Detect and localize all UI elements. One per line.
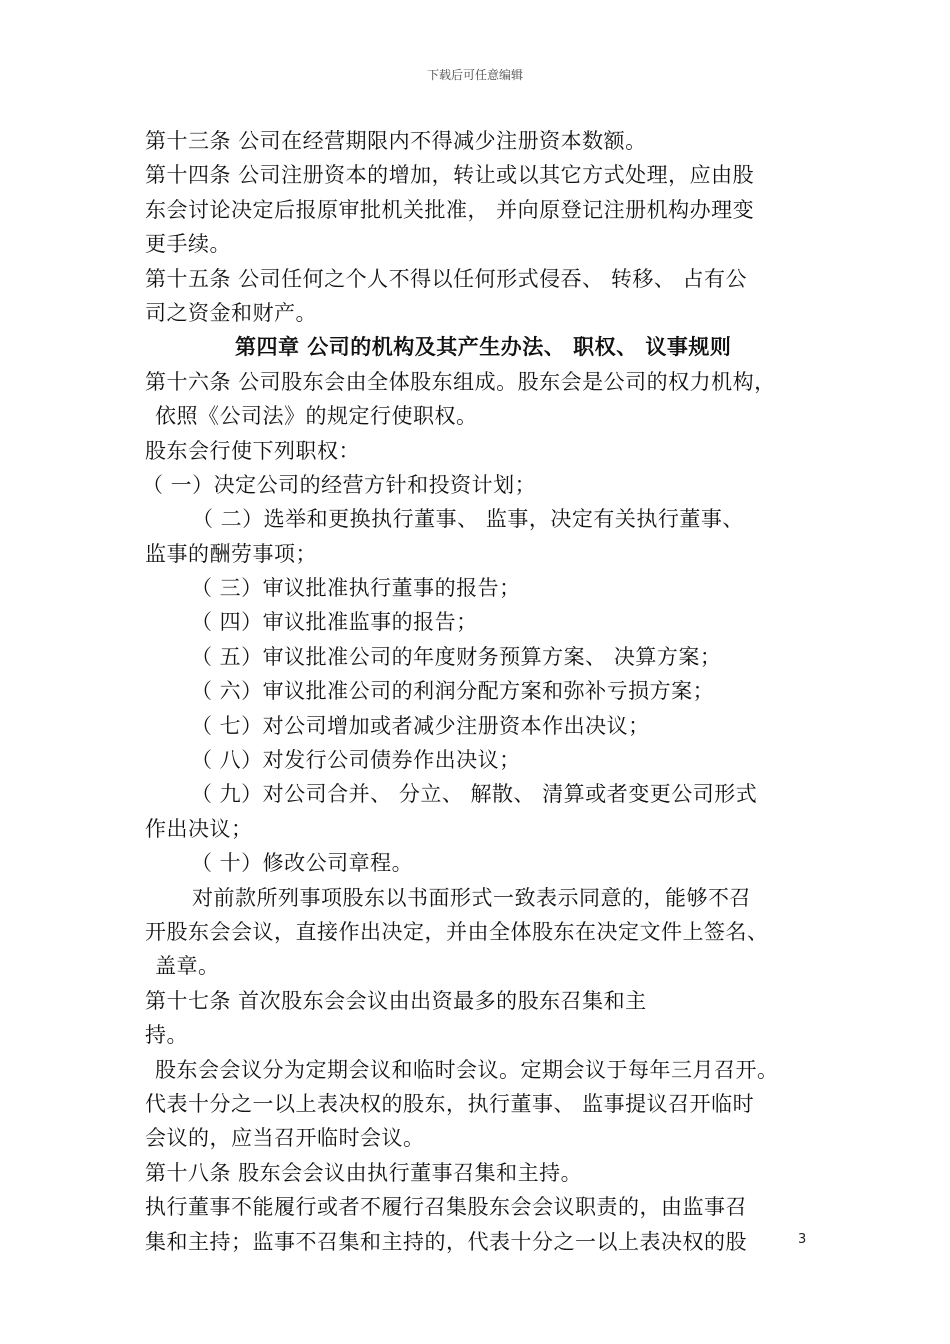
list-item: （ 三）审议批准执行董事的报告； <box>191 576 521 601</box>
text-line: 作出决议； <box>145 816 253 841</box>
text-line: 盖章。 <box>155 954 220 979</box>
list-item: （ 七）对公司增加或者减少注册资本作出决议； <box>191 713 650 738</box>
paragraph-line: 对前款所列事项股东以书面形式一致表示同意的，能够不召 <box>192 885 751 910</box>
page-header: 下载后可任意编辑 <box>426 68 523 82</box>
text-line: 依照《公司法》的规定行使职权。 <box>155 404 478 429</box>
list-item: （ 四）审议批准监事的报告； <box>191 610 478 635</box>
text-line: 第十七条 首次股东会会议由出资最多的股东召集和主 <box>145 988 647 1013</box>
text-line: 第十八条 股东会会议由执行董事召集和主持。 <box>145 1160 583 1185</box>
list-item: （ 五）审议批准公司的年度财务预算方案、 决算方案； <box>191 644 722 669</box>
chapter-heading: 第四章 公司的机构及其产生办法、 职权、 议事规则 <box>235 335 732 360</box>
text-line: 更手续。 <box>145 232 231 257</box>
list-item: （ 十）修改公司章程。 <box>191 851 414 876</box>
paragraph-line: 股东会会议分为定期会议和临时会议。定期会议于每年三月召开。 <box>155 1057 779 1082</box>
list-item: （ 九）对公司合并、 分立、 解散、 清算或者变更公司形式 <box>191 782 758 807</box>
text-line: 股东会行使下列职权： <box>145 438 360 463</box>
text-line: 司之资金和财产。 <box>145 300 317 325</box>
text-line: 第十六条 公司股东会由全体股东组成。股东会是公司的权力机构， <box>145 369 776 394</box>
page-number: 3 <box>798 1232 807 1247</box>
text-line: 开股东会会议，直接作出决定，并由全体股东在决定文件上签名、 <box>145 919 769 944</box>
text-line: 持。 <box>145 1023 188 1048</box>
text-line: 第十三条 公司在经营期限内不得减少注册资本数额。 <box>145 129 647 153</box>
text-line: 东会讨论决定后报原审批机关批准， 并向原登记注册机构办理变 <box>145 197 755 222</box>
text-line: 集和主持；监事不召集和主持的，代表十分之一以上表决权的股 <box>145 1229 747 1254</box>
list-item: （ 八）对发行公司债券作出决议； <box>191 748 521 773</box>
list-item: （ 六）审议批准公司的利润分配方案和弥补亏损方案； <box>191 679 715 704</box>
text-line: 代表十分之一以上表决权的股东，执行董事、 监事提议召开临时 <box>145 1091 755 1116</box>
list-item: （ 一）决定公司的经营方针和投资计划； <box>142 472 537 497</box>
list-item: （ 二）选举和更换执行董事、 监事，决定有关执行董事、 <box>192 507 744 532</box>
text-line: 执行董事不能履行或者不履行召集股东会会议职责的，由监事召 <box>145 1195 747 1220</box>
document-body <box>142 124 835 1259</box>
text-line: 监事的酬劳事项； <box>145 541 317 566</box>
text-line: 第十四条 公司注册资本的增加，转让或以其它方式处理，应由股 <box>145 163 755 188</box>
text-line: 会议的，应当召开临时会议。 <box>145 1126 425 1151</box>
text-line: 第十五条 公司任何之个人不得以任何形式侵吞、 转移、 占有公 <box>145 266 748 291</box>
